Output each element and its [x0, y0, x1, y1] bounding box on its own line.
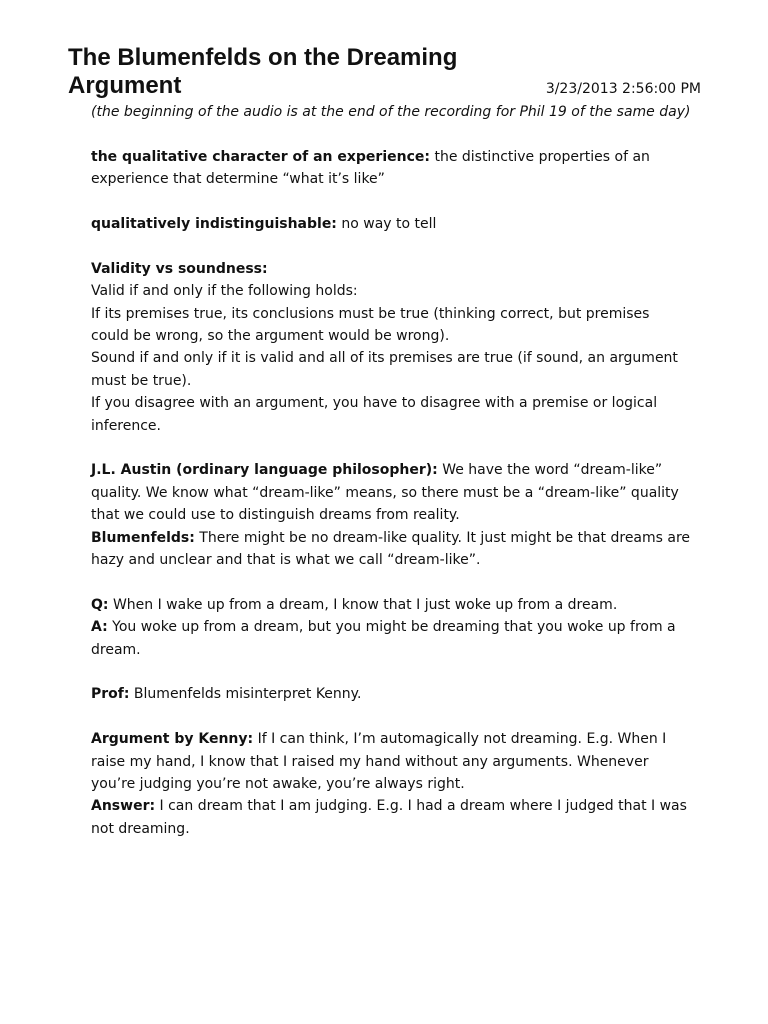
- definition-indistinguishable: [91, 213, 691, 235]
- term-label: Prof:: [91, 686, 130, 703]
- validity-line: If you disagree with an argument, you have to disagree with a premise or logical inference.: [91, 395, 658, 434]
- paragraph-text: There might be no dream-like quality. It just might be that dreams are hazy and unclear and that is what we call “dream-like”.: [91, 529, 691, 569]
- validity-line: If its premises true, its conclusions must be true (thinking correct, but premises could be wrong, so the argument would be wrong).: [91, 305, 650, 345]
- notes-body: [91, 101, 691, 863]
- paragraph-text: We have the word “dream-like” quality. We know what “dream-like” means, so there must be a “dream-like” quality that we could use to distinguish dreams from reality.: [91, 462, 679, 524]
- answer-label: A:: [91, 619, 108, 636]
- intro-note: (the beginning of the audio is at the end of the recording for Phil 19 of the same day): [91, 104, 691, 120]
- section-kenny: [91, 728, 691, 840]
- section-heading: Validity vs soundness:: [91, 260, 268, 277]
- term-label: J.L. Austin (ordinary language philosopher):: [91, 462, 438, 479]
- paragraph-text: Blumenfelds misinterpret Kenny.: [129, 686, 362, 703]
- term-label: Argument by Kenny:: [91, 731, 254, 748]
- paragraph-text: If I can think, I’m automagically not dreaming. E.g. When I raise my hand, I know that I raised my hand without any arguments. Whenever you’re judging you’re not awake, you’re always right.: [91, 731, 667, 793]
- section-validity: [91, 258, 691, 437]
- question-label: Q:: [91, 596, 109, 613]
- term-label: Blumenfelds:: [91, 529, 195, 546]
- definition-text: no way to tell: [336, 216, 437, 232]
- answer-text: I can dream that I am judging. E.g. I had a dream where I judged that I was not dreaming.: [91, 798, 687, 837]
- answer-text: You woke up from a dream, but you might be dreaming that you woke up from a dream.: [91, 619, 676, 658]
- term-label: the qualitative character of an experience:: [91, 148, 430, 165]
- question-text: When I wake up from a dream, I know that I just woke up from a dream.: [108, 596, 618, 613]
- answer-label: Answer:: [91, 798, 156, 815]
- page-title: The Blumenfelds on the Dreaming Argument: [68, 44, 458, 99]
- definition-qualitative-character: [91, 146, 691, 191]
- section-austin: [91, 459, 691, 571]
- term-label: qualitatively indistinguishable:: [91, 216, 337, 232]
- validity-line: Sound if and only if it is valid and all of its premises are true (if sound, an argument must be true).: [91, 350, 678, 389]
- section-qa: [91, 594, 691, 661]
- timestamp: 3/23/2013 2:56:00 PM: [545, 81, 701, 97]
- definition-text: the distinctive properties of an experience that determine “what it’s like”: [91, 148, 650, 188]
- validity-line: Valid if and only if the following holds:: [91, 283, 358, 300]
- section-prof: [91, 683, 691, 705]
